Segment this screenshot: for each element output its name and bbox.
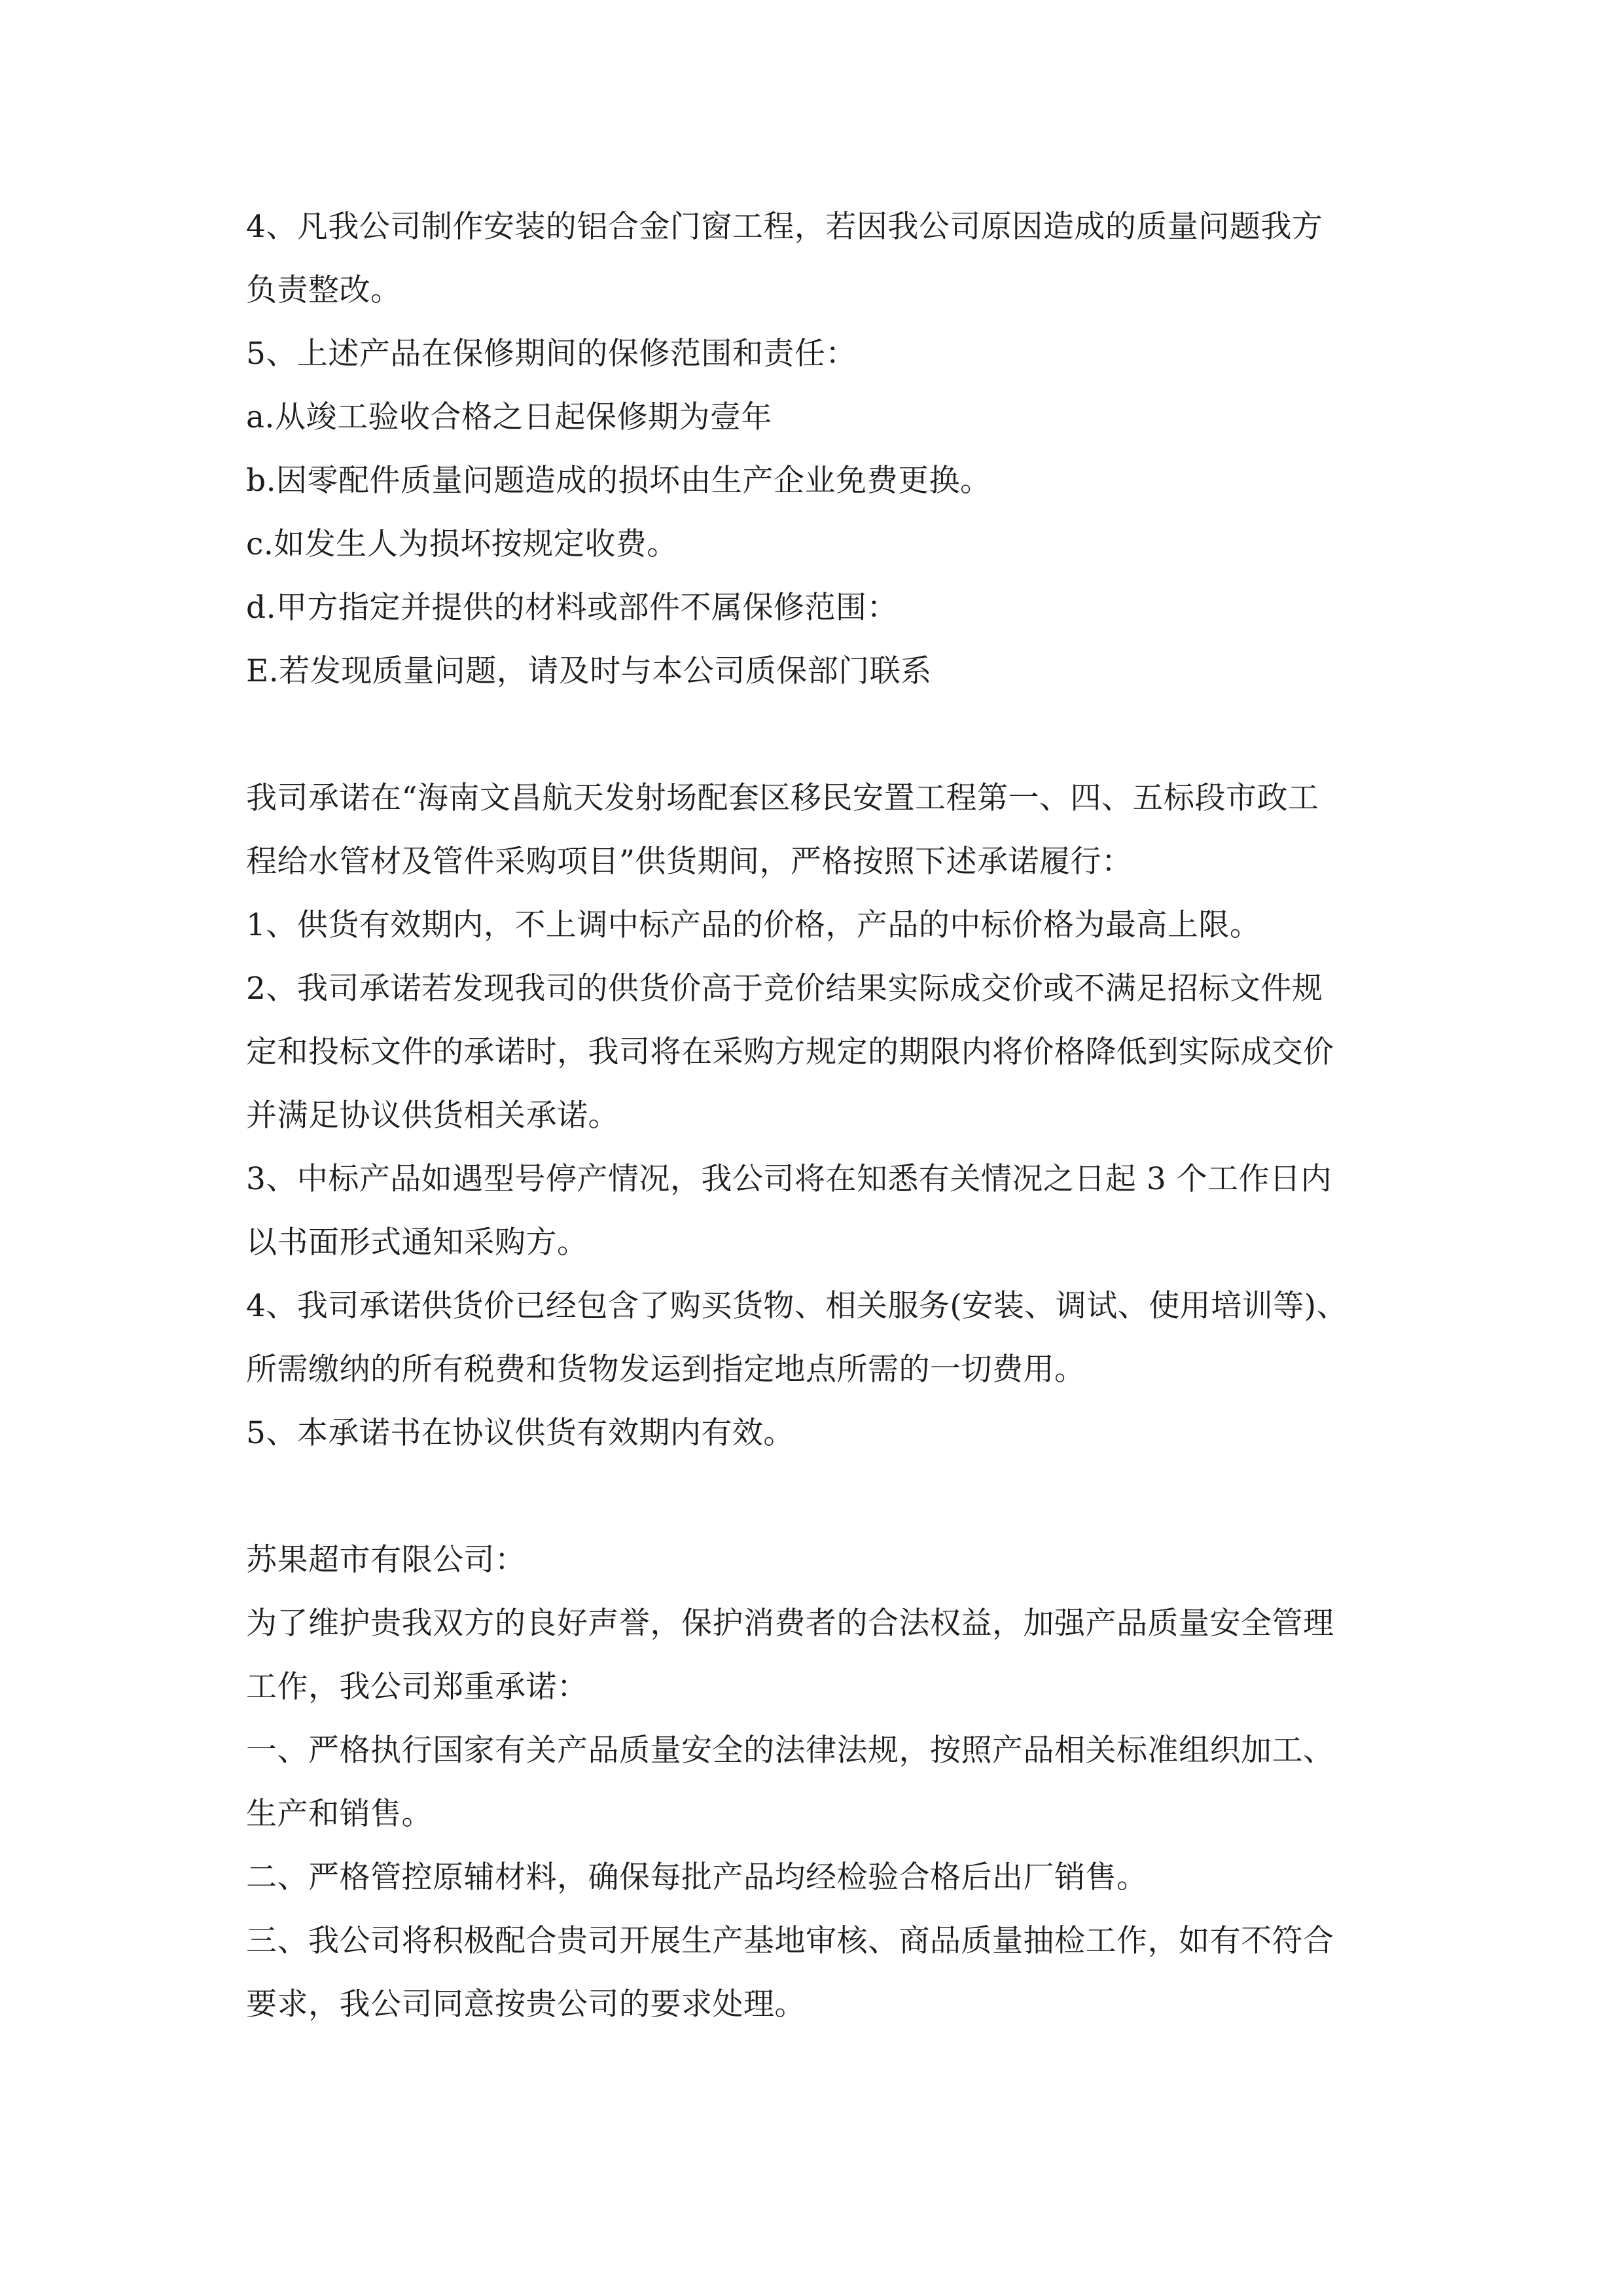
text-line: 并满足协议供货相关承诺。 [246, 1098, 619, 1134]
warranty-section [246, 195, 1398, 703]
text-line: c.如发生人为损坏按规定收费。 [246, 526, 678, 562]
text-line: d.甲方指定并提供的材料或部件不属保修范围： [246, 590, 899, 626]
text-line: 1、供货有效期内，不上调中标产品的价格，产品的中标价格为最高上限。 [246, 907, 1261, 943]
text-line: 以书面形式通知采购方。 [246, 1225, 588, 1261]
text-line: 负责整改。 [246, 272, 402, 308]
text-line: 二、严格管控原辅材料，确保每批产品均经检验合格后出厂销售。 [246, 1859, 1148, 1895]
quality-commitment-section [246, 1528, 1398, 2036]
text-line: 工作，我公司郑重承诺： [246, 1669, 588, 1705]
text-line: 3、中标产品如遇型号停产情况，我公司将在知悉有关情况之日起 3 个工作日内 [246, 1161, 1332, 1197]
text-line: 所需缴纳的所有税费和货物发运到指定地点所需的一切费用。 [246, 1352, 1086, 1388]
text-line: 4、我司承诺供货价已经包含了购买货物、相关服务(安装、调试、使用培训等)、 [246, 1288, 1348, 1324]
text-line: 程给水管材及管件采购项目”供货期间，严格按照下述承诺履行： [246, 844, 1133, 880]
text-line: 5、上述产品在保修期间的保修范围和责任： [246, 336, 857, 372]
text-line: 4、凡我公司制作安装的铝合金门窗工程，若因我公司原因造成的质量问题我方 [246, 209, 1323, 245]
text-line: 为了维护贵我双方的良好声誉，保护消费者的合法权益，加强产品质量安全管理 [246, 1605, 1334, 1641]
paragraph-gap [246, 703, 1398, 766]
text-line: 三、我公司将积极配合贵司开展生产基地审核、商品质量抽检工作，如有不符合 [246, 1923, 1334, 1959]
text-line: 一、严格执行国家有关产品质量安全的法律法规，按照产品相关标准组织加工、 [246, 1732, 1334, 1768]
text-line: 要求，我公司同意按贵公司的要求处理。 [246, 1986, 806, 2022]
text-line: 苏果超市有限公司： [246, 1542, 526, 1578]
text-line: 2、我司承诺若发现我司的供货价高于竞价结果实际成交价或不满足招标文件规 [246, 971, 1323, 1007]
text-line: a.从竣工验收合格之日起保修期为壹年 [246, 399, 772, 435]
text-line: 5、本承诺书在协议供货有效期内有效。 [246, 1415, 794, 1451]
paragraph-gap [246, 1465, 1398, 1528]
text-line: E.若发现质量问题，请及时与本公司质保部门联系 [246, 653, 932, 689]
text-line: 定和投标文件的承诺时，我司将在采购方规定的期限内将价格降低到实际成交价 [246, 1034, 1334, 1070]
document-body [246, 195, 1398, 2036]
text-line: 我司承诺在“海南文昌航天发射场配套区移民安置工程第一、四、五标段市政工 [246, 780, 1319, 816]
text-line: b.因零配件质量问题造成的损坏由生产企业免费更换。 [246, 463, 991, 499]
text-line: 生产和销售。 [246, 1796, 433, 1832]
supply-commitment-section [246, 766, 1398, 1465]
